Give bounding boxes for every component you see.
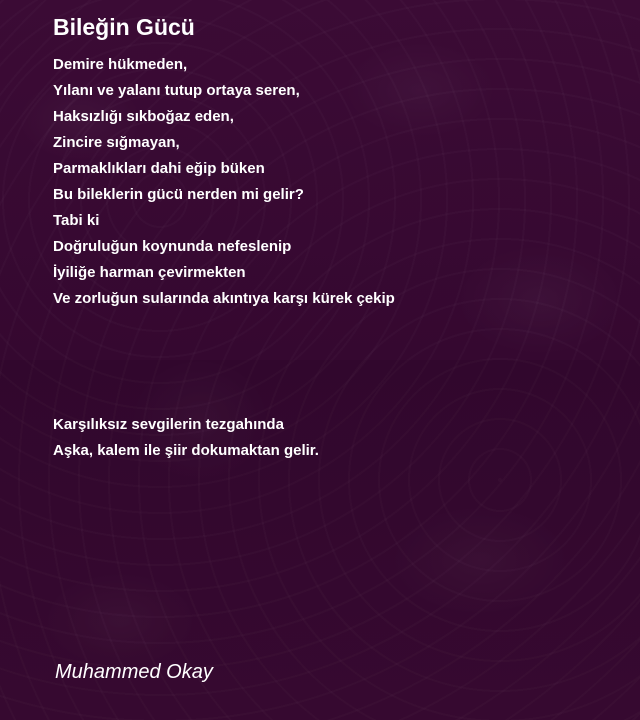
poem-line: Zincire sığmayan, xyxy=(53,134,180,151)
poem-author: Muhammed Okay xyxy=(55,661,213,683)
poem-line: Bu bileklerin gücü nerden mi gelir? xyxy=(53,186,304,203)
poem-line: Parmaklıkları dahi eğip büken xyxy=(53,160,265,177)
poem-line: İyiliğe harman çevirmekten xyxy=(53,264,246,281)
poem-line: Demire hükmeden, xyxy=(53,56,188,73)
poem-title: Bileğin Gücü xyxy=(53,14,195,40)
poem-line: Aşka, kalem ile şiir dokumaktan gelir. xyxy=(53,442,319,459)
stanza-2 xyxy=(53,412,319,464)
poem-line: Haksızlığı sıkboğaz eden, xyxy=(53,108,234,125)
poem-line: Tabi ki xyxy=(53,212,100,229)
poem-line: Yılanı ve yalanı tutup ortaya seren, xyxy=(53,82,300,99)
poem-line: Doğruluğun koynunda nefeslenip xyxy=(53,238,292,255)
poem-line: Ve zorluğun sularında akıntıya karşı kürek çekip xyxy=(53,290,395,307)
stanza-1 xyxy=(53,52,395,312)
poem-line: Karşılıksız sevgilerin tezgahında xyxy=(53,416,284,433)
